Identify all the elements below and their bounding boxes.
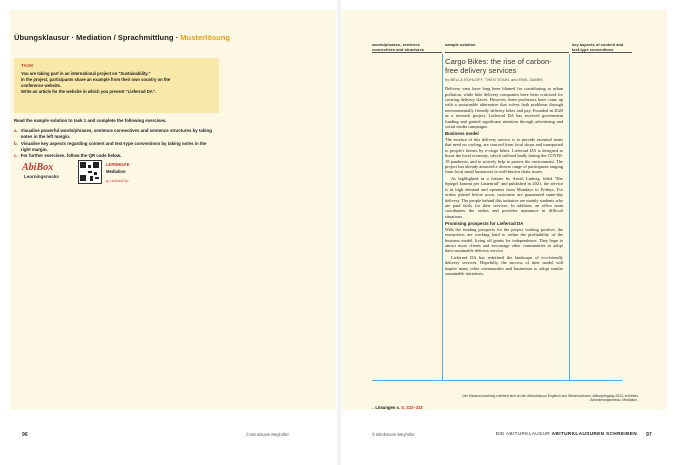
lernhilfe-label: LERNHILFE	[106, 162, 130, 167]
exercise-b	[14, 141, 219, 153]
running-head	[496, 432, 637, 437]
gutter	[337, 0, 341, 465]
heading-main: Übungsklausur · Mediation / Sprachmittlung ·	[14, 33, 181, 42]
running-head-plain: DIE ABITURKLAUSUR	[495, 432, 552, 437]
exercise-letter: b.	[14, 141, 18, 146]
article-byline: by BELLA ROHLOFF, THEO STAHL and EMIL ZAMEK	[445, 78, 544, 83]
lernhilfe-sub: Mediation	[106, 169, 126, 174]
publisher-left: © Brinkmann Meyhöfer	[246, 432, 289, 437]
exercise-text: For further exercises, follow the QR code below.	[20, 153, 122, 158]
exercise-c	[14, 153, 219, 159]
abibox-sub: Learningsnacks	[24, 174, 59, 179]
task-label: TASK	[21, 63, 34, 68]
margin-line-right	[569, 54, 570, 380]
margin-line-bottom	[372, 380, 622, 381]
margin-line-left	[442, 54, 443, 380]
exercise-a	[14, 128, 219, 140]
article-paragraph: The essence of this delivery service is to provide essential items that need no cooling, are sourced from local shops and transported to people's homes by e-cargo bikes. Lieferrad DA is designed to boost the local economy, which suffered badly during the COVID-19 pandemic, and to actively help to protect the environment. The project has already attracted a diverse range of participants ranging from local small businesses to well-known chain stores.	[445, 137, 563, 175]
intro-text: Read the sample solution to task 1 and complete the following exercises.	[14, 118, 167, 123]
article-subheading: Business model	[445, 131, 479, 137]
article-paragraph: Delivery vans have long been blamed for contributing to urban pollution, while bike delivery companies have been criticised for creating delivery slaves. However, three professors have come up with a sustainable alternative that solves both problems through environmentally friendly delivery bikes and pay. Founded in 2020 as a research project, Lieferrad DA has received government funding and gained significant attention through advertising and social media campaigns.	[445, 86, 563, 130]
abibox-wordmark: AbiBox	[22, 162, 54, 173]
column-header-right: key aspects of content and text-type conventions	[572, 42, 624, 52]
exercise-text: Visualise key aspects regarding content and text-type conventions by taking notes in the right margin.	[20, 141, 207, 152]
solutions-pages: S. 322–333	[401, 405, 423, 410]
task-line: conference website.	[21, 83, 62, 88]
column-rule	[445, 52, 569, 53]
qr-link[interactable]: q-r.to/bsUCp	[106, 178, 129, 183]
exercise-letter: a.	[14, 128, 18, 133]
column-header-left: words/phrases, sentence connectives and structures	[372, 42, 425, 52]
task-line: In the project, participants share an example from their own country on the	[21, 77, 171, 82]
solutions-label: → Lösungen s.	[370, 405, 402, 410]
source-credit: Der Klausurvorschlag orientiert sich an der Abiturklausur Englisch aus Niedersachsen, Abiturjahrgang 2023, erhöhtes Anforderungsniveau, Mediation.	[462, 394, 638, 403]
article-paragraph: With the funding prospects for the project looking positive, the researchers are working hard to refine the profitability of the business model, living off grants for independence. They hope to attract more clients and encourage other communities to adopt their sustainable delivery service.	[445, 226, 563, 254]
publisher-right: © Brinkmann Meyhöfer	[372, 432, 415, 437]
running-head-bold: ABITURKLAUSUREN SCHREIBEN	[551, 432, 637, 437]
column-header-middle: sample solution	[445, 42, 476, 47]
article-paragraph: Lieferrad DA has redefined the landscape of eco-friendly delivery services. Hopefully, the success of their model will inspire many other communities and businesses to adopt similar sustainable initiatives.	[445, 254, 563, 276]
page-title	[14, 33, 230, 42]
column-rule	[572, 52, 632, 53]
column-rule	[372, 52, 442, 53]
article-subheading: Promising prospects for Lieferrad DA	[445, 221, 524, 227]
solutions-reference[interactable]	[370, 405, 423, 410]
task-line: Write an article for the website in which you present "Lieferrad DA".	[21, 89, 156, 94]
exercise-letter: c.	[14, 153, 18, 158]
page-number-right: 97	[646, 432, 652, 438]
task-box	[14, 58, 219, 113]
sample-article	[445, 58, 563, 277]
task-line: You are taking part in an international project on "Sustainability."	[21, 71, 151, 76]
exercise-text: Visualise powerful words/phrases, sentence connectives and sentence structures by taking notes in the left margin.	[20, 128, 212, 139]
page-number-left: 96	[22, 432, 28, 438]
qr-code-icon[interactable]	[78, 160, 102, 184]
heading-solution: Musterlösung	[180, 33, 231, 42]
article-title: Cargo Bikes: the rise of carbon-free delivery services	[445, 57, 552, 75]
article-paragraph: As highlighted in a feature by Astrid Ludwig, titled "Der Spiegel kommt per Lastenrad" and published in 2021, the service is in high demand and operates from Mondays to Fridays. For orders placed before noon, customers are guaranteed same-day delivery. The people behind this initiative are mainly students who are paid fairly for their services. In addition, an office team coordinates the orders and provides assistance in difficult situations.	[445, 175, 563, 219]
